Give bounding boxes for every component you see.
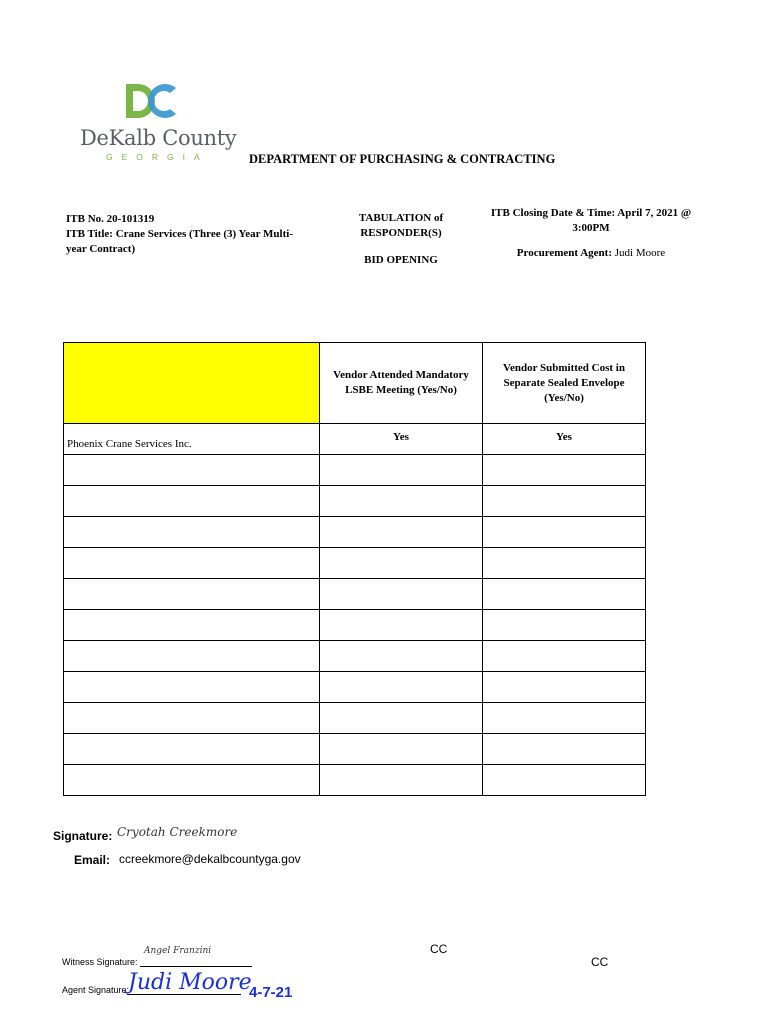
witness-signature-label: Witness Signature:: [62, 957, 138, 967]
agent-signature-handwritten: Judi Moore: [128, 970, 252, 995]
vendor-name-cell: [64, 486, 320, 517]
department-title: DEPARTMENT OF PURCHASING & CONTRACTING: [249, 152, 556, 166]
handwritten-date: 4-7-21: [249, 984, 293, 1001]
witness-signature-handwritten: Angel Franzini: [144, 946, 212, 956]
table-row: [64, 517, 646, 548]
sealed-envelope-cell: [483, 517, 646, 548]
email-label: Email:: [74, 853, 111, 867]
vendor-name-cell: [64, 641, 320, 672]
table-header-row: [64, 343, 646, 424]
table-row: [64, 424, 646, 455]
table-row: [64, 703, 646, 734]
table-row: [64, 765, 646, 796]
signature-label: Signature:: [53, 829, 113, 843]
lsbe-meeting-cell: [320, 703, 483, 734]
table-row: [64, 734, 646, 765]
table-header-sealed-envelope: Vendor Submitted Cost in Separate Sealed Envelope (Yes/No): [483, 343, 646, 424]
vendor-name-cell: [64, 455, 320, 486]
sealed-envelope-cell: [483, 765, 646, 796]
logo-name: DeKalb County: [80, 126, 237, 150]
procurement-agent: [486, 247, 696, 259]
vendor-name-cell: [64, 703, 320, 734]
vendor-name-cell: [64, 548, 320, 579]
witness-signature-line: [140, 966, 252, 967]
bid-opening-label: BID OPENING: [364, 254, 438, 266]
table-header-lsbe-meeting: Vendor Attended Mandatory LSBE Meeting (Yes/No): [320, 343, 483, 424]
signature-handwritten: Cryotah Creekmore: [117, 825, 238, 839]
agent-signature-label: Agent Signature:: [62, 985, 130, 995]
sealed-envelope-cell: [483, 579, 646, 610]
procurement-agent-name: Judi Moore: [614, 247, 666, 259]
sealed-envelope-cell: [483, 672, 646, 703]
responder-table: [63, 342, 646, 796]
sealed-envelope-cell: [483, 703, 646, 734]
sealed-envelope-cell: [483, 455, 646, 486]
lsbe-meeting-cell: [320, 765, 483, 796]
table-row: [64, 486, 646, 517]
sealed-envelope-cell: [483, 610, 646, 641]
lsbe-meeting-cell: [320, 517, 483, 548]
sealed-envelope-cell: [483, 548, 646, 579]
lsbe-meeting-cell: [320, 672, 483, 703]
lsbe-meeting-cell: [320, 579, 483, 610]
vendor-name-cell: [64, 765, 320, 796]
table-row: [64, 610, 646, 641]
itb-title: ITB Title: Crane Services (Three (3) Year Multi-year Contract): [66, 228, 293, 255]
table-row: [64, 548, 646, 579]
logo-state: GEORGIA: [106, 152, 209, 162]
lsbe-meeting-cell: [320, 548, 483, 579]
table-row: [64, 641, 646, 672]
vendor-name-cell: [64, 517, 320, 548]
lsbe-meeting-cell: Yes: [320, 424, 483, 455]
vendor-name-cell: Phoenix Crane Services Inc.: [64, 424, 320, 455]
email-value: ccreekmore@dekalbcountyga.gov: [119, 852, 301, 866]
table-row: [64, 579, 646, 610]
vendor-name-cell: [64, 579, 320, 610]
lsbe-meeting-cell: [320, 734, 483, 765]
vendor-name-cell: [64, 734, 320, 765]
tabulation-title: TABULATION of RESPONDER(S): [358, 212, 444, 239]
cc-mark: CC: [430, 942, 448, 956]
sealed-envelope-cell: Yes: [483, 424, 646, 455]
sealed-envelope-cell: [483, 486, 646, 517]
itb-info: [66, 212, 311, 257]
itb-number: ITB No. 20-101319: [66, 213, 155, 225]
lsbe-meeting-cell: [320, 610, 483, 641]
cc-mark-right: CC: [591, 955, 609, 969]
sealed-envelope-cell: [483, 734, 646, 765]
table-row: [64, 672, 646, 703]
procurement-agent-label: Procurement Agent:: [516, 247, 613, 259]
lsbe-meeting-cell: [320, 486, 483, 517]
lsbe-meeting-cell: [320, 455, 483, 486]
agent-signature-line: [127, 994, 241, 995]
sealed-envelope-cell: [483, 641, 646, 672]
table-header-vendor: [64, 343, 320, 424]
dc-logo-icon: [124, 80, 184, 122]
table-row: [64, 455, 646, 486]
closing-date-time: ITB Closing Date & Time: April 7, 2021 @ 3:00PM: [490, 207, 692, 234]
vendor-name-cell: [64, 610, 320, 641]
vendor-name-cell: [64, 672, 320, 703]
lsbe-meeting-cell: [320, 641, 483, 672]
dekalb-county-logo: [76, 80, 236, 162]
